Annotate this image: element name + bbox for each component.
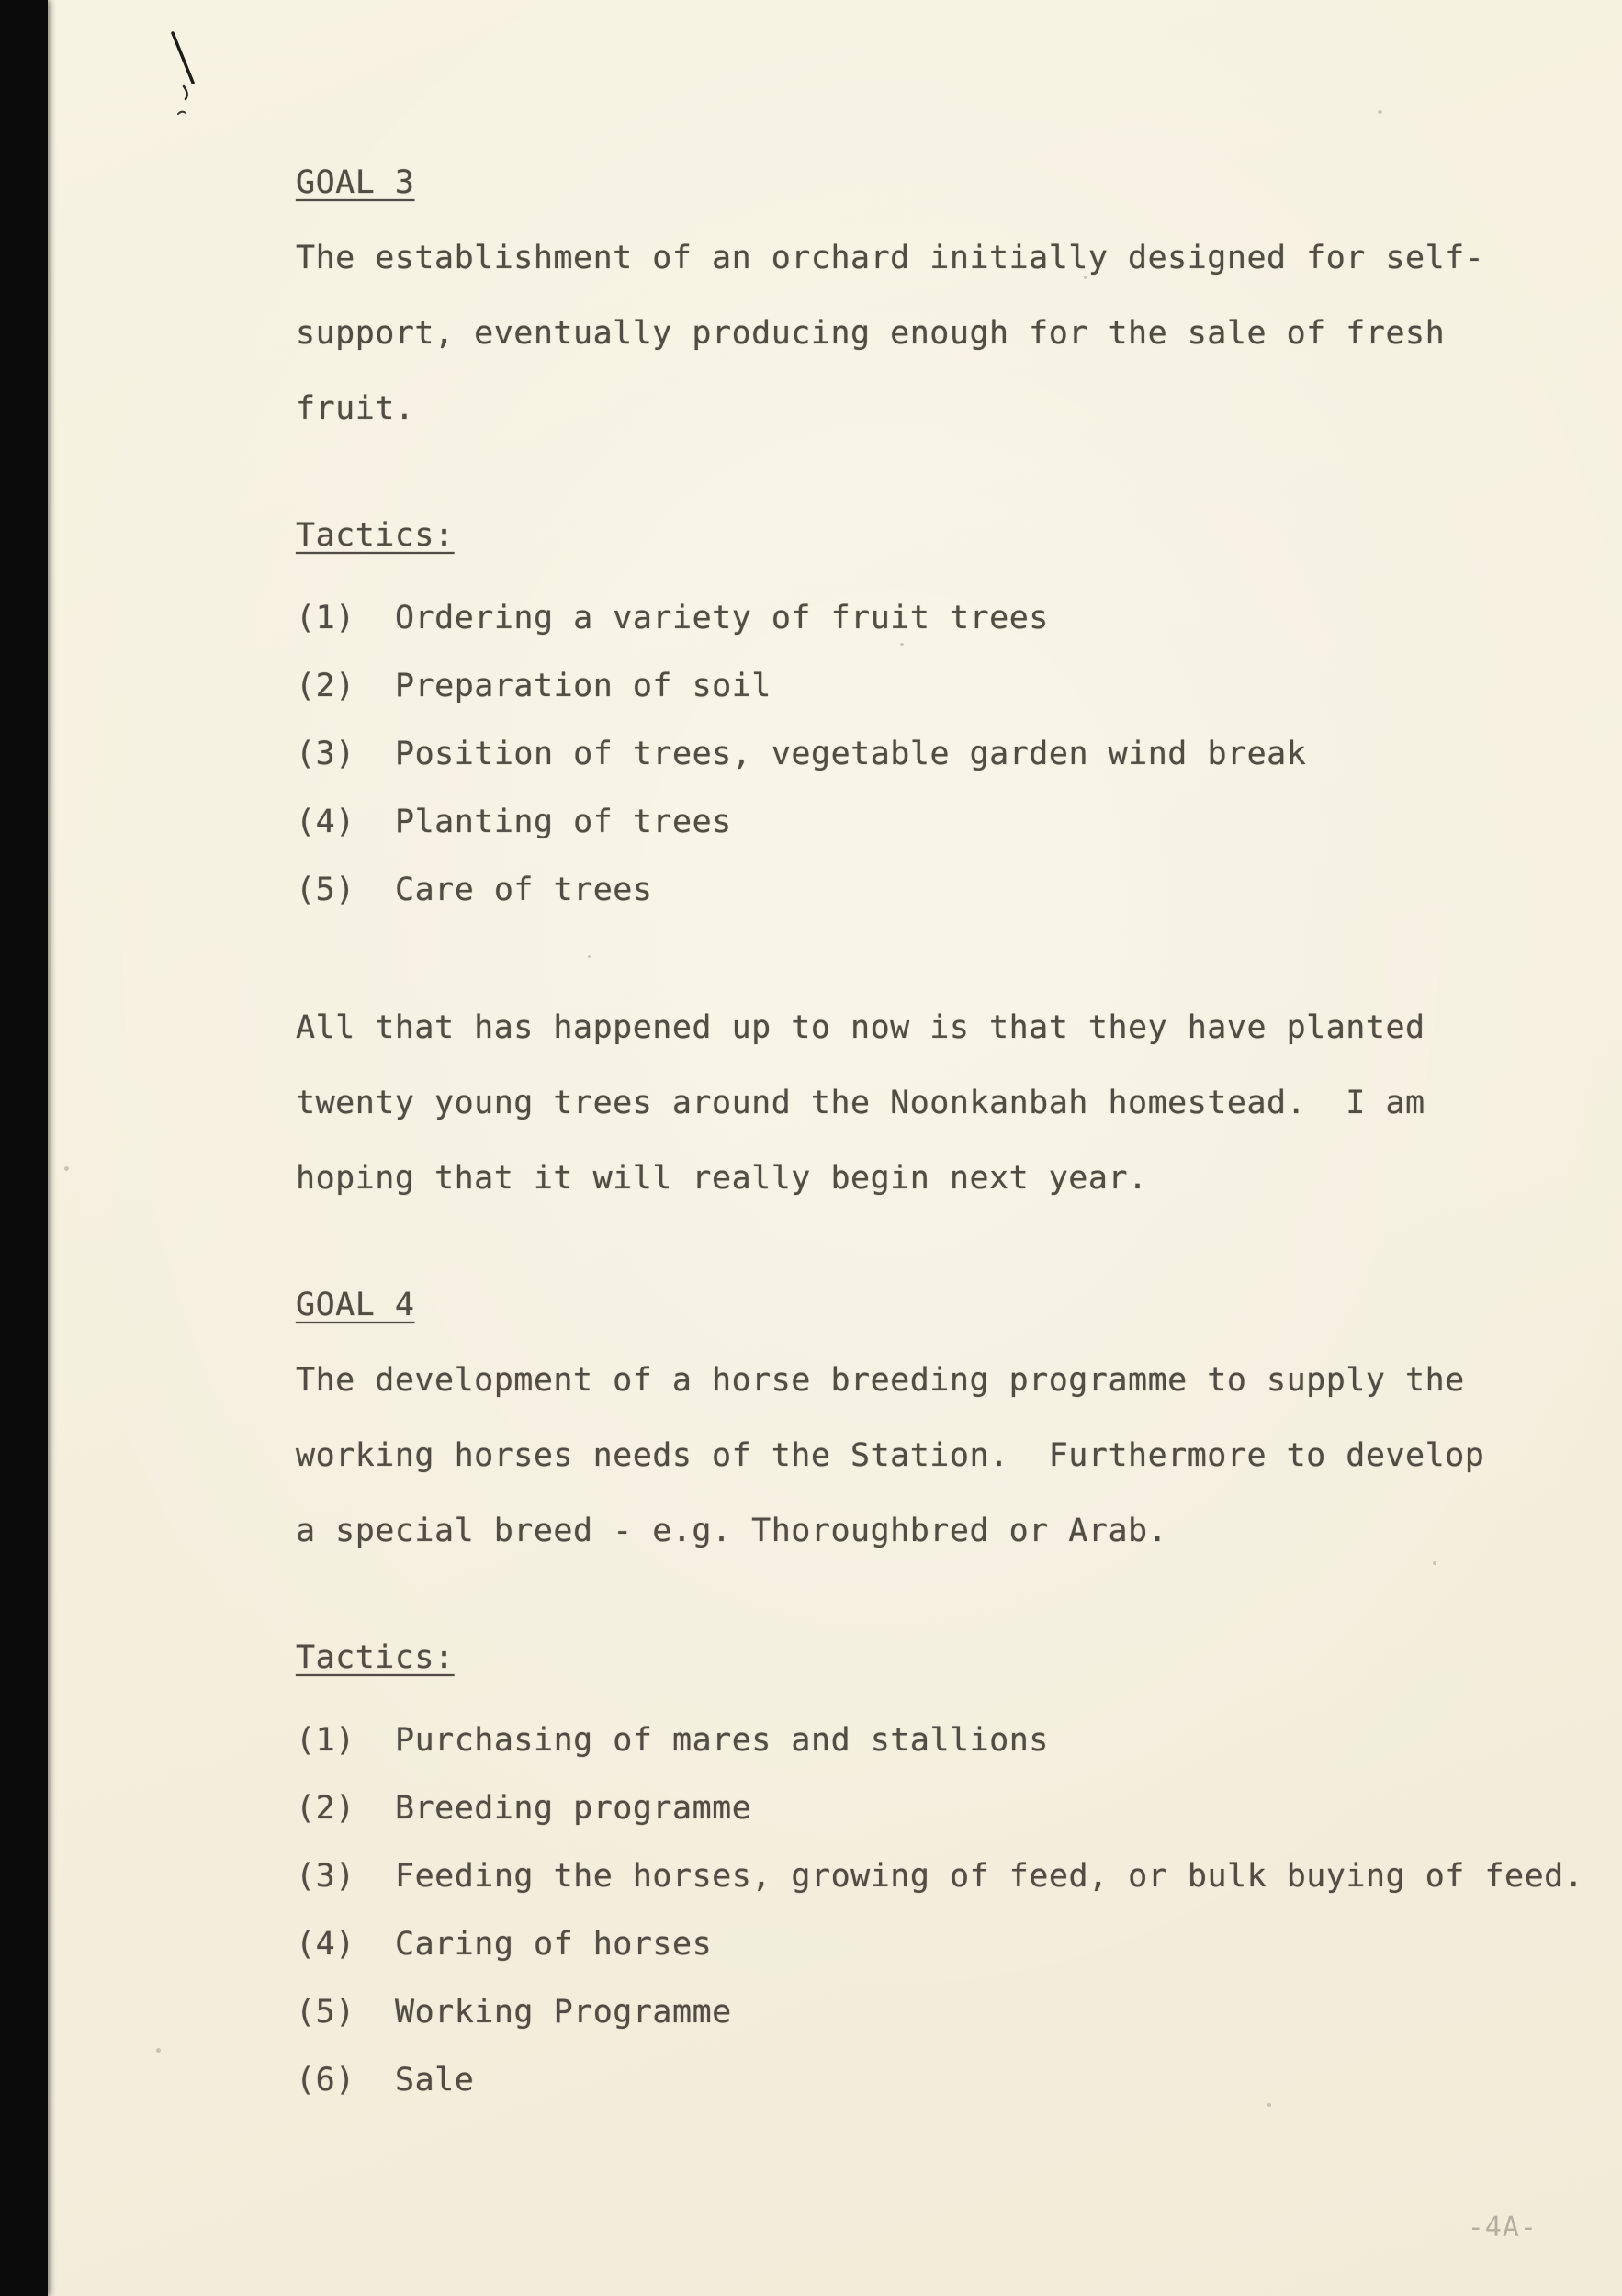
goal4-tactics-list xyxy=(296,1706,1582,2114)
goal3-body xyxy=(296,220,1582,446)
goal3-heading: GOAL 3 xyxy=(296,164,415,201)
tactic-number: (4) xyxy=(296,1926,355,1963)
goal4-heading: GOAL 4 xyxy=(296,1287,415,1323)
tactic-text: Position of trees, vegetable garden wind break xyxy=(395,736,1307,772)
page-number: -4A- xyxy=(1467,2212,1538,2244)
scan-edge-bar xyxy=(0,0,48,2296)
tactic-text: Planting of trees xyxy=(395,804,732,840)
tactic-item xyxy=(296,1706,1582,1774)
tactic-item xyxy=(296,788,1582,856)
tactic-number: (1) xyxy=(296,1722,355,1759)
tactic-number: (3) xyxy=(296,736,355,772)
tactic-number: (1) xyxy=(296,600,355,636)
goal4-body-line: working horses needs of the Station. Furthermore to develop xyxy=(296,1437,1485,1474)
document-content xyxy=(296,145,1582,2114)
goal3-tactics-heading: Tactics: xyxy=(296,517,455,554)
tactic-item xyxy=(296,2046,1582,2114)
tactic-number: (2) xyxy=(296,1790,355,1827)
tactic-text: Ordering a variety of fruit trees xyxy=(395,600,1049,636)
goal4-body xyxy=(296,1343,1582,1569)
goal3-progress-line: hoping that it will really begin next year. xyxy=(296,1160,1148,1197)
tactic-text: Preparation of soil xyxy=(395,668,772,704)
tactic-number: (2) xyxy=(296,668,355,704)
goal3-body-line: support, eventually producing enough for the sale of fresh xyxy=(296,315,1446,352)
tactic-item xyxy=(296,1978,1582,2046)
tactic-number: (3) xyxy=(296,1858,355,1895)
pen-mark xyxy=(156,26,239,127)
tactic-text: Purchasing of mares and stallions xyxy=(395,1722,1049,1759)
goal3-tactics-list xyxy=(296,584,1582,924)
tactic-text: Working Programme xyxy=(395,1994,732,2031)
tactic-item xyxy=(296,1910,1582,1978)
tactic-item xyxy=(296,1774,1582,1842)
tactic-number: (4) xyxy=(296,804,355,840)
tactic-item xyxy=(296,584,1582,652)
tactic-item xyxy=(296,856,1582,924)
tactic-text: Sale xyxy=(395,2062,475,2099)
tactic-text: Breeding programme xyxy=(395,1790,752,1827)
tactic-item xyxy=(296,1842,1582,1910)
scan-speck xyxy=(1378,110,1382,114)
tactic-item xyxy=(296,720,1582,788)
tactic-text: Feeding the horses, growing of feed, or bulk buying of feed. xyxy=(395,1858,1584,1895)
tactic-number: (5) xyxy=(296,872,355,908)
tactic-number: (5) xyxy=(296,1994,355,2031)
goal4-body-line: a special breed - e.g. Thoroughbred or Arab. xyxy=(296,1513,1168,1549)
scan-speck xyxy=(64,1166,69,1171)
tactic-text: Care of trees xyxy=(395,872,653,908)
tactic-text: Caring of horses xyxy=(395,1926,713,1963)
goal3-body-line: fruit. xyxy=(296,390,415,427)
tactic-item xyxy=(296,652,1582,720)
goal3-body-line: The establishment of an orchard initially designed for self- xyxy=(296,240,1485,276)
goal4-tactics-heading: Tactics: xyxy=(296,1639,455,1676)
tactic-number: (6) xyxy=(296,2062,355,2099)
goal3-progress-paragraph xyxy=(296,990,1582,1216)
goal4-body-line: The development of a horse breeding programme to supply the xyxy=(296,1362,1465,1399)
goal3-progress-line: All that has happened up to now is that they have planted xyxy=(296,1009,1425,1046)
scan-speck xyxy=(156,2048,161,2053)
goal3-progress-line: twenty young trees around the Noonkanbah homestead. I am xyxy=(296,1085,1425,1121)
